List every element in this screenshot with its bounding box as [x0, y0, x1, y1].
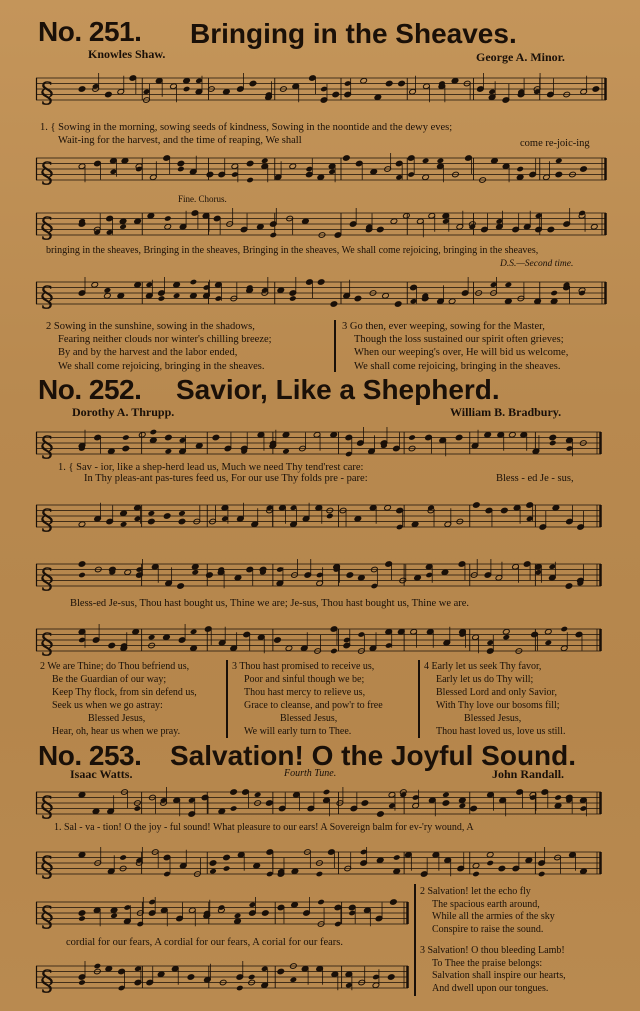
- svg-text:§: §: [40, 503, 54, 536]
- verse-line: 2 Sowing in the sunshine, sowing in the shadows,: [46, 321, 255, 332]
- lyric-line: Bless - ed Je - sus,: [496, 473, 574, 484]
- author-credit: Dorothy A. Thrupp.: [72, 405, 175, 419]
- svg-text:§: §: [40, 430, 54, 463]
- verse-2: [46, 320, 272, 373]
- verse-line: Though the loss sustained our spirit often grieves;: [354, 334, 564, 346]
- music-staff: [36, 844, 601, 883]
- svg-text:§: §: [40, 156, 54, 189]
- music-staff: [36, 205, 606, 245]
- svg-text:§: §: [40, 900, 54, 933]
- verse-divider: [334, 320, 336, 372]
- music-staff: [36, 497, 601, 536]
- hymn-number: No. 252.: [38, 374, 142, 405]
- verse-line: Poor and sinful though we be;: [244, 674, 365, 685]
- hymn-number: No. 253.: [38, 740, 142, 771]
- hymn-title: Salvation! O the Joyful Sound.: [170, 740, 577, 771]
- verse-line: 4 Early let us seek Thy favor,: [424, 661, 542, 672]
- verse-4: [424, 660, 565, 738]
- music-staff: [36, 621, 601, 660]
- svg-text:§: §: [40, 627, 54, 660]
- verse-line: And dwell upon our tongues.: [432, 982, 549, 994]
- verse-line: Be the Guardian of our way;: [52, 674, 167, 685]
- svg-text:§: §: [40, 211, 54, 244]
- svg-text:§: §: [40, 790, 54, 823]
- music-staff: [36, 150, 606, 190]
- verse-line: Fearing neither clouds nor winter's chilling breeze;: [58, 334, 272, 346]
- music-staff: [36, 556, 601, 595]
- hymn-number: No. 251.: [38, 16, 142, 47]
- author-credit: Isaac Watts.: [70, 767, 133, 781]
- verse-line: Thou hast mercy to relieve us,: [244, 687, 366, 698]
- verse-line: When our weeping's over, He will bid us welcome,: [354, 347, 569, 359]
- verse-line: While all the armies of the sky: [432, 911, 555, 922]
- author-credit: Knowles Shaw.: [88, 47, 166, 61]
- composer-credit: William B. Bradbury.: [450, 405, 562, 419]
- composer-credit: George A. Minor.: [476, 50, 565, 64]
- composer-credit: John Randall.: [492, 767, 565, 781]
- music-staff: [36, 424, 601, 463]
- verse-3: [420, 945, 566, 995]
- verse-divider: [418, 660, 420, 738]
- music-staff: [36, 784, 601, 823]
- music-staff: [36, 70, 606, 110]
- lyric-line: come re-joic-ing: [520, 138, 590, 149]
- lyric-line: In Thy pleas-ant pas-tures feed us, For our use Thy folds pre - pare:: [84, 473, 368, 484]
- verse-line: Conspire to raise the sound.: [432, 923, 544, 935]
- verse-divider: [226, 660, 228, 738]
- verse-3: [342, 320, 568, 373]
- svg-text:§: §: [40, 850, 54, 883]
- lyric-line: Bless-ed Je-sus, Thou hast bought us, Thine we are; Je-sus, Thou hast bought us, Thine we are.: [70, 598, 470, 609]
- verse-line: Blessed Lord and only Savior,: [436, 687, 557, 698]
- verse-line: Keep Thy flock, from sin defend us,: [52, 687, 197, 698]
- lyric-line: bringing in the sheaves, Bringing in the sheaves, Bringing in the sheaves, We shall come rejoicing, bringing in the sheaves,: [46, 245, 539, 256]
- music-staff: [36, 894, 408, 933]
- ds-mark: D.S.—Second time.: [500, 259, 574, 269]
- svg-text:§: §: [40, 964, 54, 997]
- verse-line: We shall come rejoicing, bringing in the sheaves.: [58, 360, 265, 372]
- lyric-line: 1. { Sav - ior, like a shep-herd lead us, Much we need Thy tend'rest care:: [58, 462, 364, 473]
- verse-line: 2 We are Thine; do Thou befriend us,: [40, 661, 190, 672]
- verse-2: [420, 886, 555, 936]
- hymn-title: Savior, Like a Shepherd.: [176, 374, 500, 405]
- verse-line: 2 Salvation! let the echo fly: [420, 886, 531, 897]
- verse-line: Seek us when we go astray:: [52, 700, 163, 711]
- lyric-line: Wait-ing for the harvest, and the time of reaping, We shall: [58, 135, 302, 146]
- verse-line: 3 Go then, ever weeping, sowing for the Master,: [342, 321, 545, 332]
- verse-divider: [414, 884, 416, 996]
- verse-line: We will early turn to Thee.: [244, 726, 352, 737]
- verse-line: Blessed Jesus,: [280, 713, 338, 724]
- verse-line: To Thee the praise belongs:: [432, 957, 543, 969]
- lyric-line: 1. { Sowing in the morning, sowing seeds of kindness, Sowing in the noontide and the dewy eves;: [40, 122, 453, 133]
- verse-line: By and by the harvest and the labor ended,: [58, 347, 238, 359]
- hymn-title: Bringing in the Sheaves.: [190, 18, 517, 49]
- verse-line: Hear, oh, hear us when we pray.: [52, 726, 181, 737]
- svg-text:§: §: [40, 562, 54, 595]
- verse-line: We shall come rejoicing, bringing in the sheaves.: [354, 360, 561, 372]
- fine-chorus-label: Fine. Chorus.: [178, 194, 227, 204]
- verse-line: With Thy love our bosoms fill;: [436, 700, 560, 711]
- lyric-line: cordial for our fears, A cordial for our fears, A corial for our fears.: [66, 937, 343, 948]
- verse-line: Salvation shall inspire our hearts,: [432, 970, 566, 981]
- svg-text:§: §: [40, 280, 54, 313]
- verse-line: 3 Salvation! O thou bleeding Lamb!: [420, 945, 565, 956]
- verse-line: Blessed Jesus,: [88, 713, 146, 724]
- tune-label: Fourth Tune.: [284, 768, 337, 779]
- music-staff: [36, 274, 606, 314]
- verse-line: Early let us do Thy will;: [436, 674, 534, 685]
- verse-line: Blessed Jesus,: [464, 713, 522, 724]
- music-staff: [36, 958, 408, 997]
- verse-line: 3 Thou hast promised to receive us,: [232, 661, 375, 672]
- verse-line: Grace to cleanse, and pow'r to free: [244, 700, 383, 711]
- lyric-line: 1. Sal - va - tion! O the joy - ful sound! What pleasure to our ears! A Sovereign balm for ev-'ry wound, A: [54, 822, 474, 833]
- verse-3: [232, 660, 383, 738]
- verse-line: Thou hast loved us, love us still.: [436, 726, 566, 737]
- verse-2: [40, 660, 197, 738]
- svg-text:§: §: [40, 76, 54, 109]
- verse-line: The spacious earth around,: [432, 898, 540, 910]
